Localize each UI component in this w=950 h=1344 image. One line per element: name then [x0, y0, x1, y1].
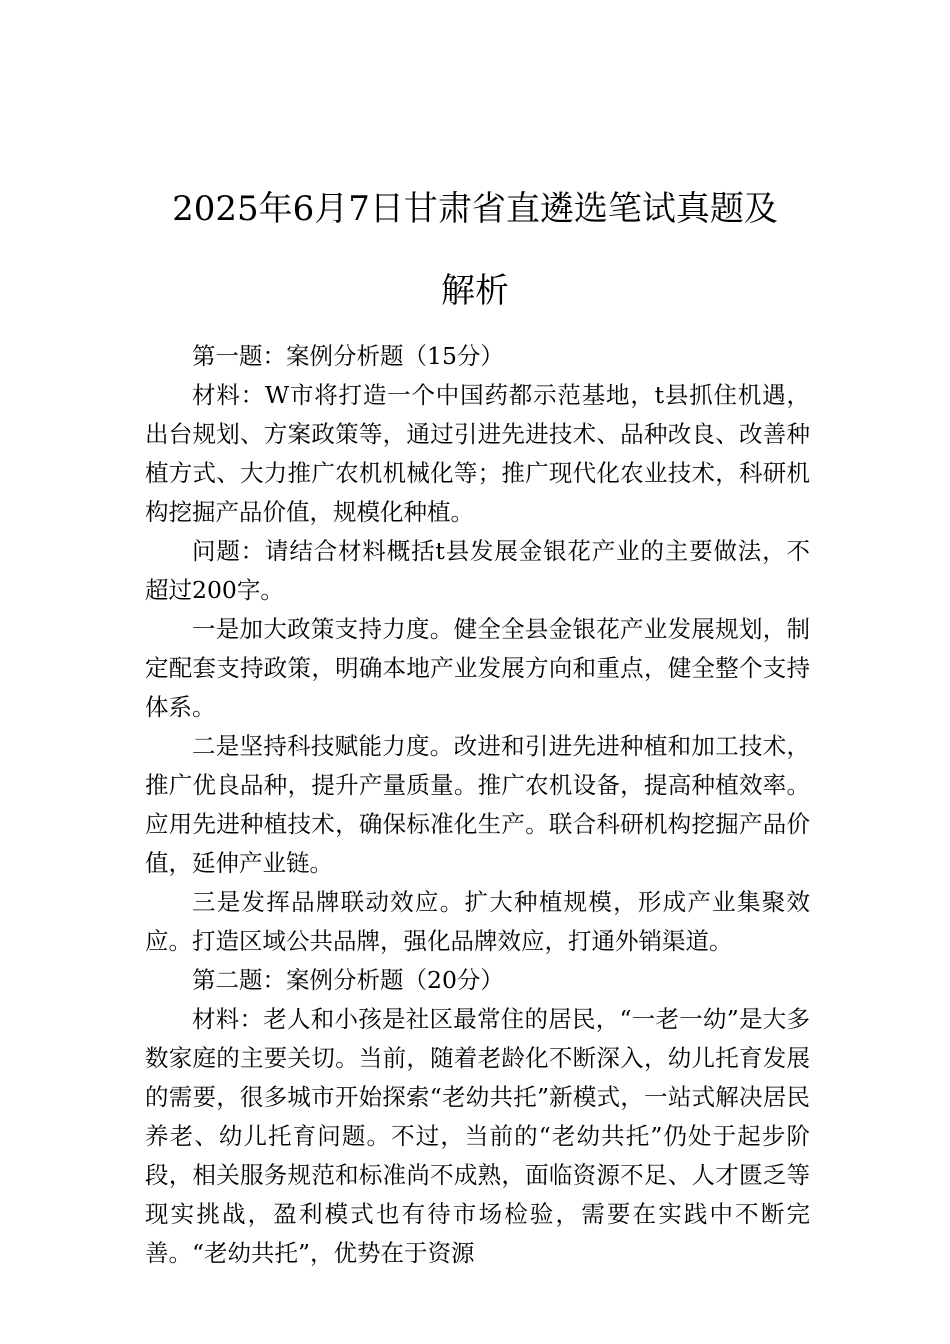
document-title	[100, 168, 850, 332]
answer-point-1: 一是加大政策支持力度。健全全县金银花产业发展规划，制定配套支持政策，明确本地产业发展方向和重点，健全整个支持体系。	[145, 615, 810, 721]
question-1-heading: 第一题：案例分析题（15分）	[192, 342, 504, 370]
question-1-material: 材料：W市将打造一个中国药都示范基地，t县抓住机遇，出台规划、方案政策等，通过引进先进技术、品种改良、改善种植方式、大力推广农机机械化等；推广现代化农业技术，科研机构挖掘产品价值，规模化种植。	[145, 381, 810, 526]
title-line-2: 解析	[441, 271, 509, 311]
question-2-material: 材料：老人和小孩是社区最常住的居民，“一老一幼”是大多数家庭的主要关切。当前，随着老龄化不断深入，幼儿托育发展的需要，很多城市开始探索“老幼共托”新模式，一站式解决居民养老、幼儿托育问题。不过，当前的“老幼共托”仍处于起步阶段，相关服务规范和标准尚不成熟，面临资源不足、人才匮乏等现实挑战，盈利模式也有待市场检验，需要在实践中不断完善。“老幼共托”，优势在于资源	[145, 1005, 810, 1267]
title-line-1: 2025年6月7日甘肃省直遴选笔试真题及	[172, 189, 778, 229]
answer-point-2: 二是坚持科技赋能力度。改进和引进先进种植和加工技术，推广优良品种，提升产量质量。推广农机设备，提高种植效率。应用先进种植技术，确保标准化生产。联合科研机构挖掘产品价值，延伸产业链。	[145, 732, 810, 877]
answer-point-3: 三是发挥品牌联动效应。扩大种植规模，形成产业集聚效应。打造区域公共品牌，强化品牌效应，打通外销渠道。	[145, 888, 810, 955]
question-2-heading: 第二题：案例分析题（20分）	[192, 966, 504, 994]
document-body	[145, 337, 810, 1273]
question-1-prompt: 问题：请结合材料概括t县发展金银花产业的主要做法，不超过200字。	[145, 537, 810, 604]
